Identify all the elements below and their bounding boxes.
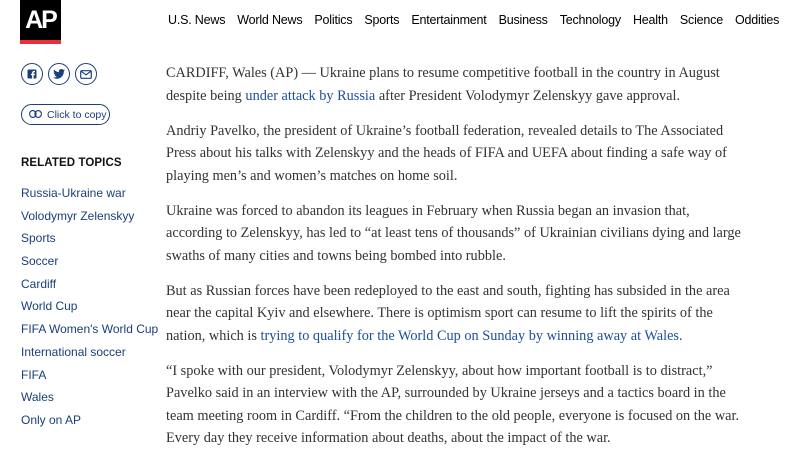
topic-link[interactable]: FIFA [21,367,47,382]
facebook-icon [27,69,37,79]
nav-entertainment[interactable]: Entertainment [411,13,487,27]
topic-link[interactable]: Soccer [21,254,59,269]
envelope-icon [80,70,92,79]
article-paragraph: But as Russian forces have been redeployed to the east and south, fighting has subsided in the area near the capital Kyiv and elsewhere. There is optimism sport can resume to lift the spirits of the nation, which is trying to qualify for the World Cup on Sunday by winning away at Wales. [166,282,730,344]
nav-world-news[interactable]: World News [237,13,303,27]
topic-link[interactable]: Russia-Ukraine war [21,186,126,200]
nav-oddities[interactable]: Oddities [734,13,780,27]
article-paragraph: Ukraine was forced to abandon its leagues in February when Russia began an invasion that, according to Zelenskyy, has led to “at least tens of thousands” of Ukrainian civilians dying and large swaths of many cities and towns being bombed into rubble. [166,202,741,264]
copy-link-button[interactable] [21,104,110,125]
nav-sports[interactable]: Sports [364,13,400,27]
share-buttons [21,63,97,85]
topic-link[interactable]: World Cup [21,299,78,314]
article-body [166,62,746,462]
link-icon [29,109,42,121]
topic-link[interactable]: Volodymyr Zelenskyy [21,208,135,223]
logo-red-bar [20,40,61,44]
twitter-icon [53,69,65,79]
article-paragraph: CARDIFF, Wales (AP) — Ukraine plans to resume competitive football in the country in August despite being under attack by Russia after President Volodymyr Zelenskyy gave approval. [166,65,720,104]
email-share-button[interactable] [75,63,97,85]
world-cup-qualify-link[interactable]: trying to qualify for the World Cup on Sunday by winning away at Wales. [260,327,683,344]
nav-technology[interactable]: Technology [559,13,621,27]
facebook-share-button[interactable] [21,63,43,85]
copy-link-label: Click to copy [47,108,107,121]
topic-link[interactable]: Wales [21,390,54,405]
related-topics-heading: RELATED TOPICS [21,157,122,169]
topic-link[interactable]: FIFA Women's World Cup [21,322,159,337]
top-navigation [168,13,791,27]
article-paragraph: Andriy Pavelko, the president of Ukraine’s football federation, revealed details to The Associated Press about his talks with Zelenskyy and the heads of FIFA and UEFA about finding a safe way of playing men’s and women’s matches on home soil. [166,122,727,184]
nav-science[interactable]: Science [679,13,723,27]
ap-logo[interactable] [20,0,61,44]
related-topics-list [21,185,158,435]
topic-link[interactable]: Sports [21,231,56,246]
logo-text: AP [25,6,56,34]
nav-us-news[interactable]: U.S. News [168,13,226,27]
nav-politics[interactable]: Politics [314,13,353,27]
twitter-share-button[interactable] [48,63,70,85]
topic-link[interactable]: Only on AP [21,412,82,427]
topic-link[interactable]: International soccer [21,344,126,359]
nav-business[interactable]: Business [498,13,548,27]
under-attack-link[interactable]: under attack by Russia [245,87,376,104]
topic-link[interactable]: Cardiff [21,276,57,291]
article-paragraph: “I spoke with our president, Volodymyr Zelenskyy, about how important football is to distract,” Pavelko said in an interview with the AP, surrounded by Ukraine jerseys and a tactics board in the team meeting room in Cardiff. “From the children to the old people, everyone is focused on the war. Every day they receive information about deaths, about the impact of the war. [166,362,740,446]
nav-health[interactable]: Health [632,13,668,27]
